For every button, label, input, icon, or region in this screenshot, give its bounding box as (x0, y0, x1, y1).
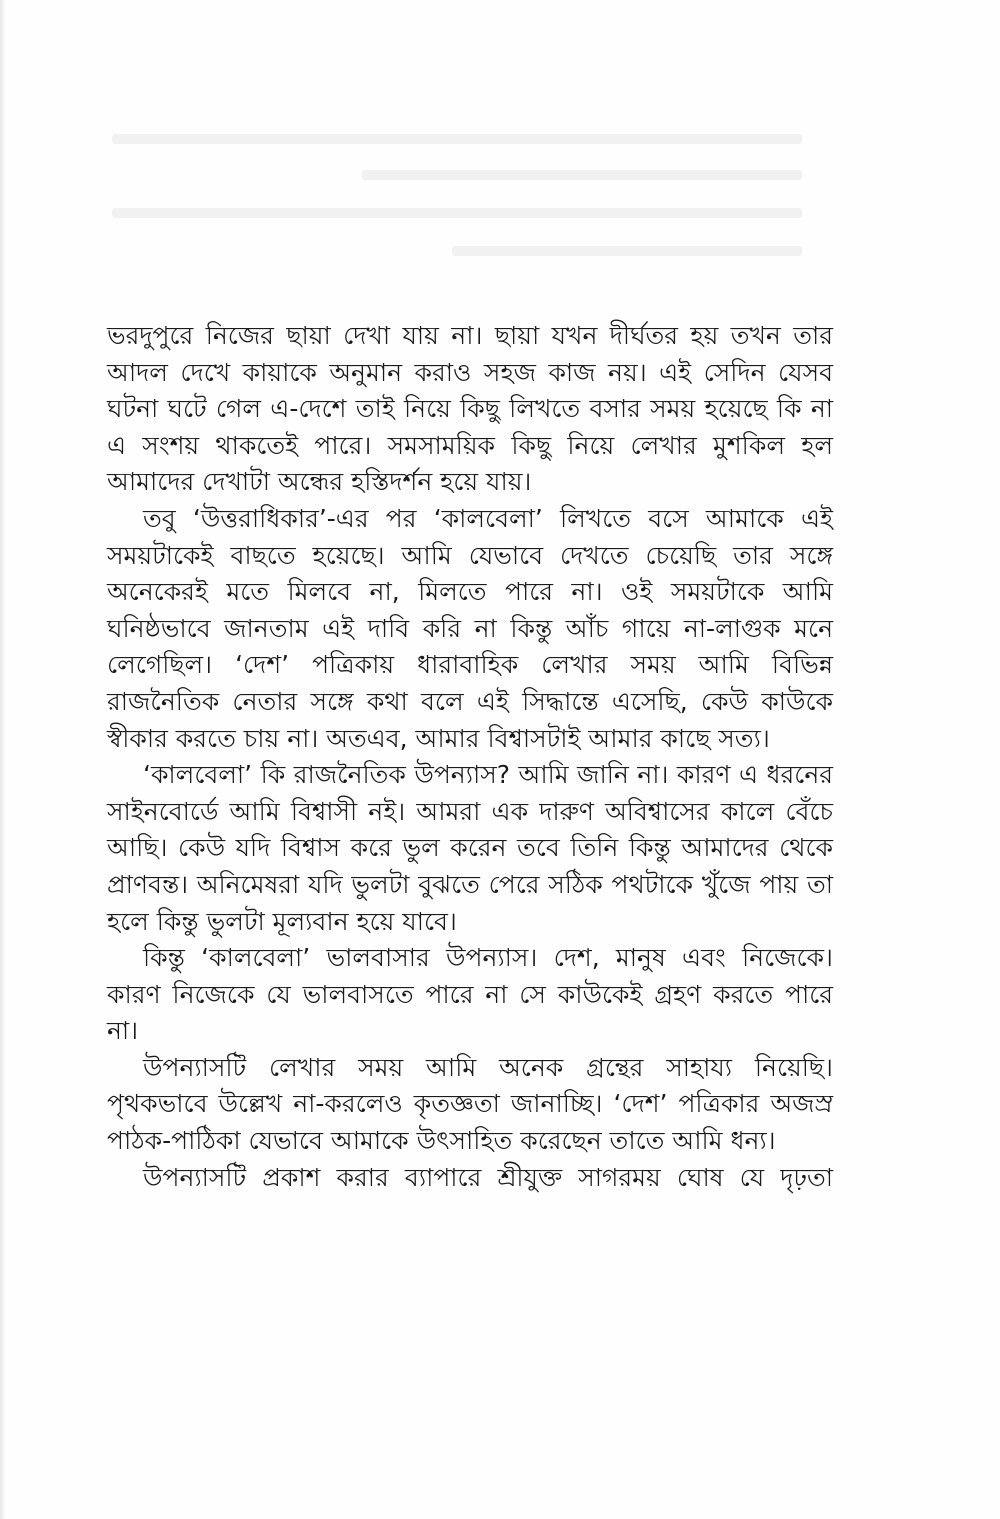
paragraph-1: ভরদুপুরে নিজের ছায়া দেখা যায় না। ছায়া যখন দীর্ঘতর হয় তখন তার আদল দেখে কায়াকে অনুমান করাও সহজ কাজ নয়। এই সেদিন যেসব ঘটনা ঘটে গেল এ-দেশে তাই নিয়ে কিছু লিখতে বসার সময় হয়েছে কি না এ সংশয় থাকতেই পারে। সমসাময়িক কিছু নিয়ে লেখার মুশকিল হল আমাদের দেখাটা অন্ধের হস্তিদর্শন হয়ে যায়। (107, 321, 833, 497)
paragraph-3: ‘কালবেলা’ কি রাজনৈতিক উপন্যাস? আমি জানি না। কারণ এ ধরনের সাইনবোর্ডে আমি বিশ্বাসী নই। আমরা এক দারুণ অবিশ্বাসের কালে বেঁচে আছি। কেউ যদি বিশ্বাস করে ভুল করেন তবে তিনি কিন্তু আমাদের থেকে প্রাণবন্ত। অনিমেষরা যদি ভুলটা বুঝতে পেরে সঠিক পথটাকে খুঁজে পায় তা হলে কিন্তু ভুলটা মূল্যবান হয়ে যাবে। (107, 760, 833, 936)
body-text (107, 318, 833, 1196)
paragraph-2: তবু ‘উত্তরাধিকার’-এর পর ‘কালবেলা’ লিখতে বসে আমাকে এই সময়টাকেই বাছতে হয়েছে। আমি যেভাবে দেখতে চেয়েছি তার সঙ্গে অনেকেরই মতে মিলবে না, মিলতে পারে না। ওই সময়টাকে আমি ঘনিষ্ঠভাবে জানতাম এই দাবি করি না কিন্তু আঁচ গায়ে না-লাগুক মনে লেগেছিল। ‘দেশ’ পত্রিকায় ধারাবাহিক লেখার সময় আমি বিভিন্ন রাজনৈতিক নেতার সঙ্গে কথা বলে এই সিদ্ধান্তে এসেছি, কেউ কাউকে স্বীকার করতে চায় না। অতএব, আমার বিশ্বাসটাই আমার কাছে সত্য। (107, 503, 833, 753)
paragraph-4: কিন্তু ‘কালবেলা’ ভালবাসার উপন্যাস। দেশ, মানুষ এবং নিজেকে। কারণ নিজেকে যে ভালবাসতে পারে না সে কাউকেই গ্রহণ করতে পারে না। (107, 943, 833, 1046)
scan-edge-shadow (0, 0, 6, 1519)
paragraph-5: উপন্যাসটি লেখার সময় আমি অনেক গ্রন্থের সাহায্য নিয়েছি। পৃথকভাবে উল্লেখ না-করলেও কৃতজ্ঞতা জানাচ্ছি। ‘দেশ’ পত্রিকার অজস্র পাঠক-পাঠিকা যেভাবে আমাকে উৎসাহিত করেছেন তাতে আমি ধন্য। (107, 1052, 833, 1156)
show-through-text (112, 122, 872, 272)
paragraph-6: উপন্যাসটি প্রকাশ করার ব্যাপারে শ্রীযুক্ত সাগরময় ঘোষ যে দৃঢ়তা (143, 1162, 833, 1192)
